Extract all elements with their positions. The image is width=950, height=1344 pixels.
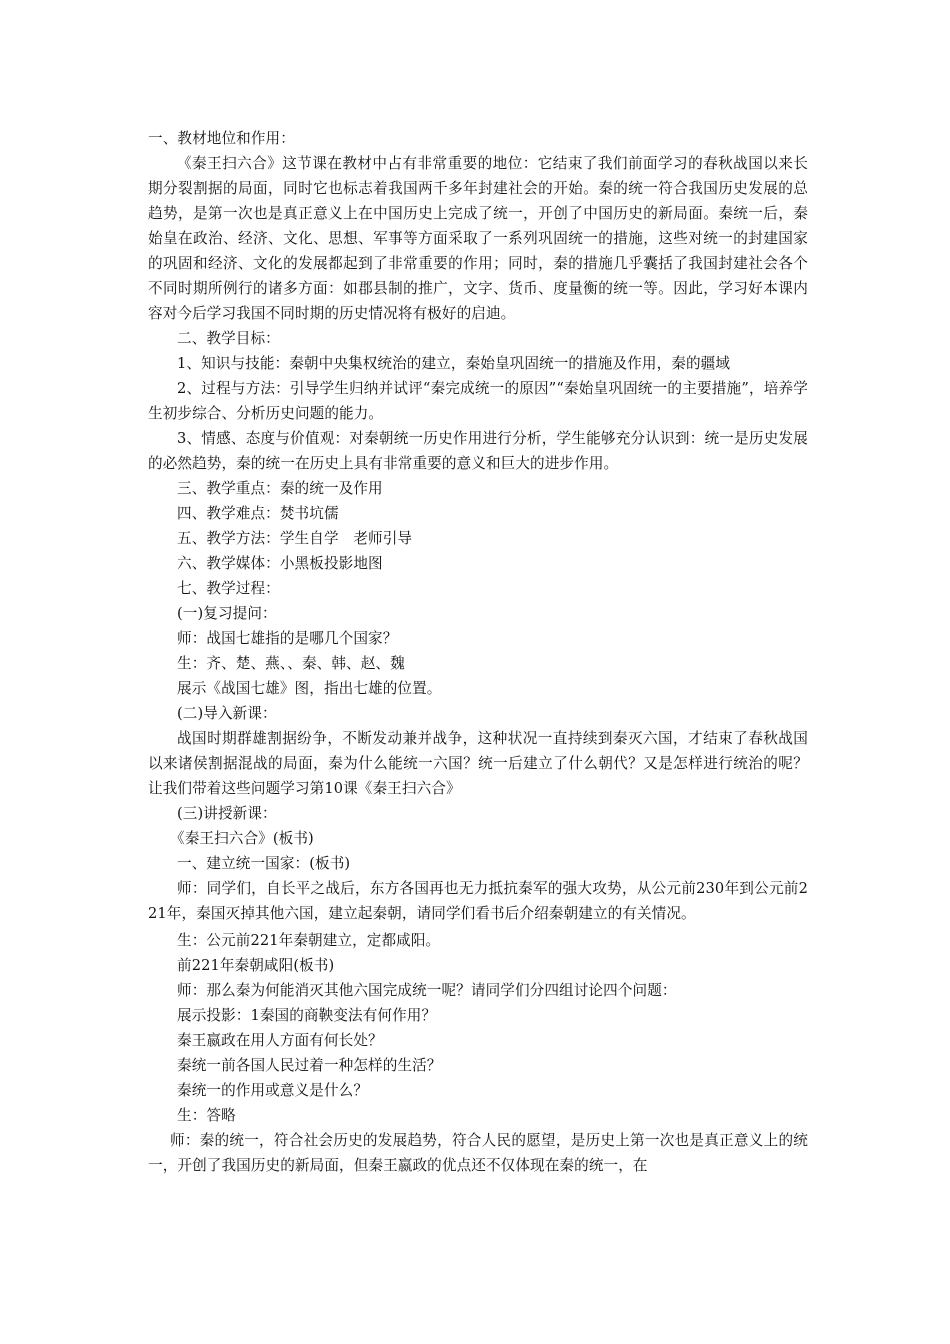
teacher-summary-unification: 师：秦的统一，符合社会历史的发展趋势，符合人民的愿望，是历史上第一次也是真正意义上的统一，开创了我国历史的新局面，但秦王嬴政的优点还不仅体现在秦的统一，在 <box>148 1132 808 1174</box>
teacher-question-why-qin: 师：那么秦为何能消灭其他六国完成统一呢？请同学们分四组讨论四个问题： <box>177 982 677 999</box>
teaching-media: 六、教学媒体：小黑板投影地图 <box>177 555 383 572</box>
heading-new-lesson: (三)讲授新课： <box>177 805 277 822</box>
projection-question-3: 秦统一前各国人民过着一种怎样的生活？ <box>177 1057 442 1074</box>
projection-question-1: 展示投影：1秦国的商鞅变法有何作用？ <box>177 1007 437 1024</box>
projection-question-4: 秦统一的作用或意义是什么？ <box>177 1082 369 1099</box>
show-map-seven-states: 展示《战国七雄》图，指出七雄的位置。 <box>177 680 442 697</box>
student-answer-seven-states: 生：齐、楚、燕、、秦、韩、赵、魏 <box>177 655 405 672</box>
heading-teaching-goals: 二、教学目标： <box>177 330 280 347</box>
teacher-question-warring-states: 师：战国七雄指的是哪几个国家？ <box>177 630 398 647</box>
paragraph-textbook-intro: 《秦王扫六合》这节课在教材中占有非常重要的地位：它结束了我们前面学习的春秋战国以来长期分裂割据的局面，同时它也标志着我国两千多年封建社会的开始。秦的统一符合我国历史发展的总趋势，是第一次也是真正意义上在中国历史上完成了统一，开创了中国历史的新局面。秦统一后，秦始皇在政治、经济、文化、思想、军事等方面采取了一系列巩固统一的措施，这些对统一的封建国家的巩固和经济、文化的发展都起到了非常重要的作用；同时，秦的措施几乎囊括了我国封建社会各个不同时期所例行的诸多方面：如郡县制的推广，文字、货币、度量衡的统一等。因此，学习好本课内容对今后学习我国不同时期的历史情况将有极好的启迪。 <box>148 155 808 322</box>
teaching-key-point: 三、教学重点：秦的统一及作用 <box>177 480 383 497</box>
board-note-221bc: 前221年秦朝咸阳(板书) <box>177 957 335 974</box>
student-answer-qin-founded: 生：公元前221年秦朝建立，定都咸阳。 <box>177 932 441 949</box>
goal-knowledge-skills: 1、知识与技能：秦朝中央集权统治的建立，秦始皇巩固统一的措施及作用，秦的疆域 <box>177 355 731 372</box>
heading-textbook-position: 一、教材地位和作用： <box>148 130 295 147</box>
heading-unified-state: 一、建立统一国家：(板书) <box>177 855 351 872</box>
goal-process-method: 2、过程与方法：引导学生归纳并试评“秦完成统一的原因”“秦始皇巩固统一的主要措施”，培养学生初步综合、分析历史问题的能力。 <box>148 380 808 422</box>
heading-review-questions: (一)复习提问： <box>177 605 277 622</box>
goal-emotion-values: 3、情感、态度与价值观：对秦朝统一历史作用进行分析，学生能够充分认识到：统一是历史发展的必然趋势，秦的统一在历史上具有非常重要的意义和巨大的进步作用。 <box>148 430 808 472</box>
paragraph-lesson-intro: 战国时期群雄割据纷争，不断发动兼并战争，这种状况一直持续到秦灭六国，才结束了春秋战国以来诸侯割据混战的局面，秦为什么能统一六国？统一后建立了什么朝代？又是怎样进行统治的呢？让我们带着这些问题学习第10课《秦王扫六合》 <box>148 730 808 797</box>
projection-question-2: 秦王嬴政在用人方面有何长处？ <box>177 1032 383 1049</box>
teacher-statement-changping: 师：同学们，自长平之战后，东方各国再也无力抵抗秦军的强大攻势，从公元前230年到公元前221年，秦国灭掉其他六国，建立起秦朝，请同学们看书后介绍秦朝建立的有关情况。 <box>148 880 808 922</box>
board-title: 《秦王扫六合》(板书) <box>170 830 314 847</box>
student-answer-omitted: 生：答略 <box>177 1107 236 1124</box>
heading-teaching-process: 七、教学过程： <box>177 580 280 597</box>
teaching-difficulty: 四、教学难点：焚书坑儒 <box>177 505 339 522</box>
teaching-method: 五、教学方法：学生自学 老师引导 <box>177 530 413 547</box>
heading-lesson-intro: (二)导入新课： <box>177 705 277 722</box>
